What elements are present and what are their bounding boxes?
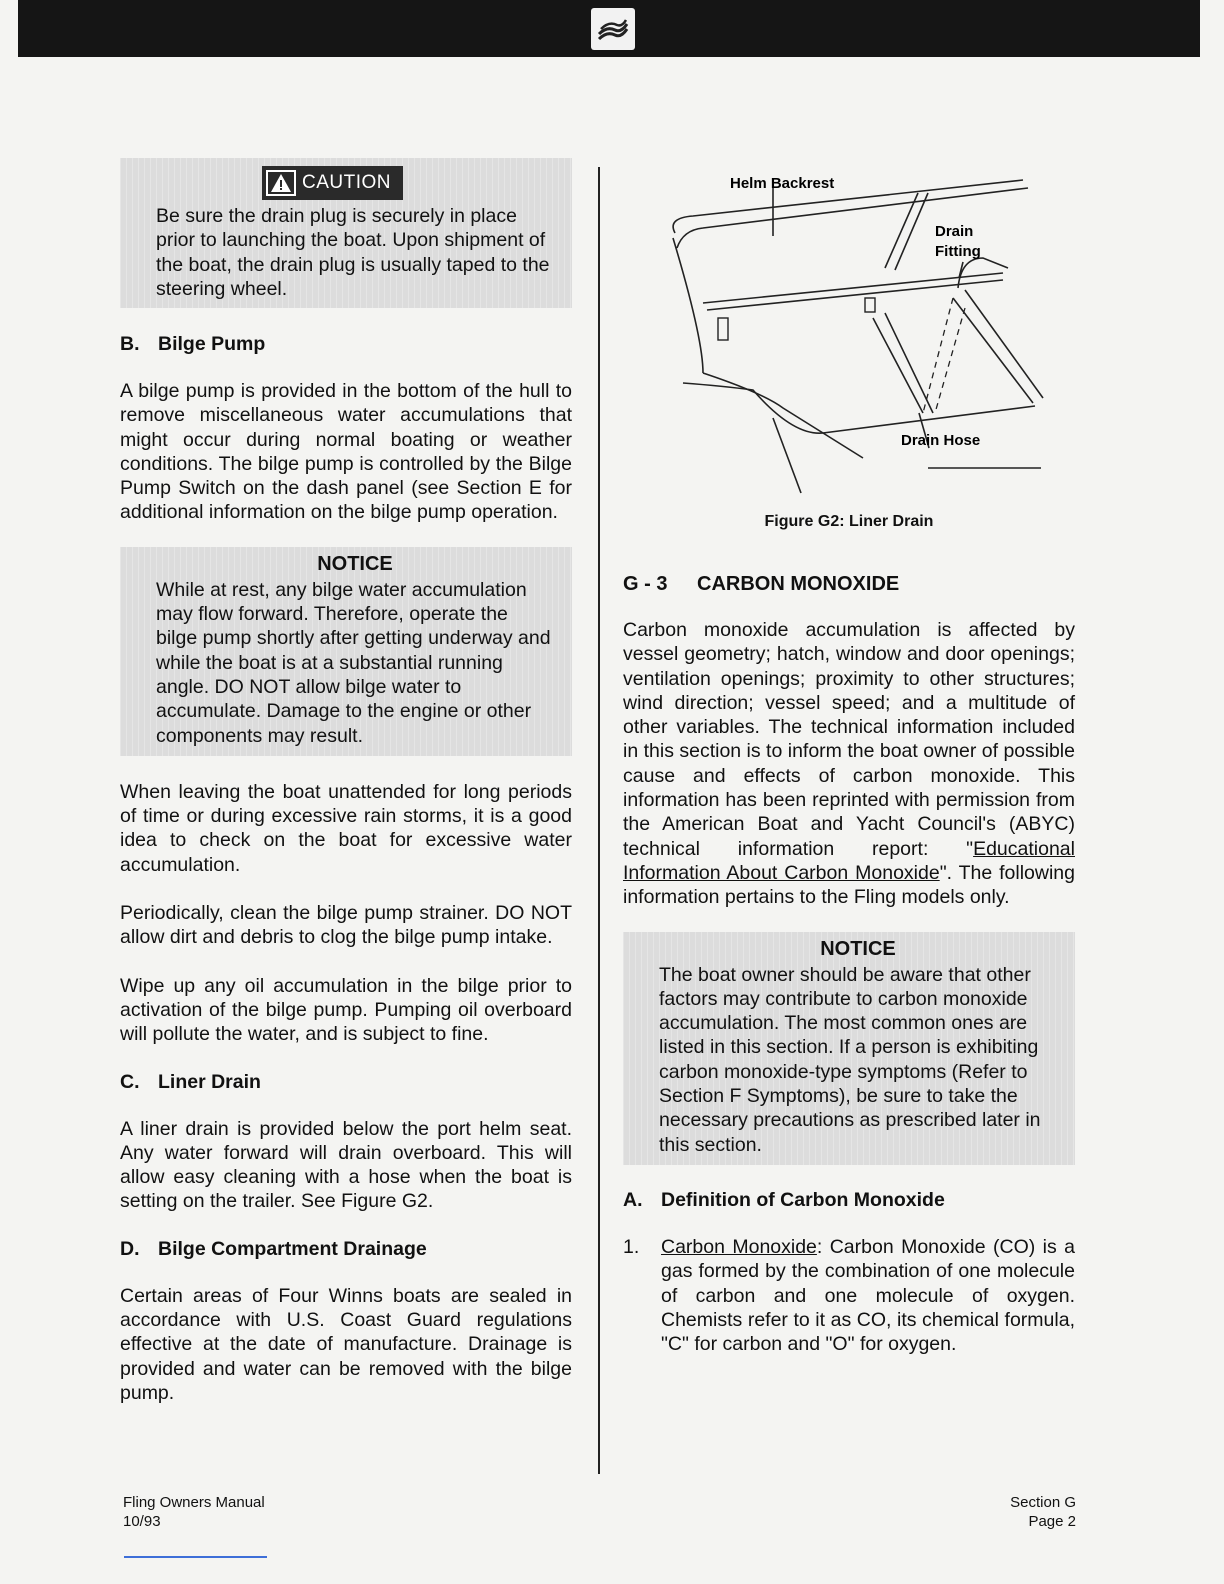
term-carbon-monoxide: Carbon Monoxide xyxy=(661,1235,817,1258)
notice-text: The boat owner should be aware that other factors may contribute to carbon monoxide accumulation. The most common ones are listed in this section. If a person is exhibiting carbon monoxide-type symptoms (Refer to Section F Symptoms), be sure to take the necessary precautions as prescribed later in this section. xyxy=(659,963,1041,1156)
bottom-rule xyxy=(124,1556,267,1558)
figure-caption: Figure G2: Liner Drain xyxy=(764,513,934,530)
bilge-pump-heading: B. Bilge Pump xyxy=(120,333,266,355)
definition-text: Carbon Monoxide: Carbon Monoxide (CO) is a gas formed by the combination of one molecule of carbon and one molecule of oxygen. Chemists refer to it as CO, its chemical formula, "C" for carbon and "O" for oxygen. xyxy=(661,1235,1075,1356)
liner-drain-diagram xyxy=(623,158,1075,503)
bilge-compartment-text: Certain areas of Four Winns boats are sealed in accordance with U.S. Coast Guard regulations effective at the date of manufacture. Drainage is provided and water can be removed with the bilge pump. xyxy=(120,1284,572,1404)
notice-title: NOTICE xyxy=(820,937,896,960)
bilge-pump-text: A bilge pump is provided in the bottom of the hull to remove miscellaneous water accumulations that might occur during normal boating or weather conditions. The bilge pump is controlled by the Bilge Pump Switch on the dash panel (see Section E for additional information on the bilge pump operation. xyxy=(120,380,572,524)
footer-section: Section G xyxy=(1010,1494,1076,1511)
label-drain-hose: Drain Hose xyxy=(901,432,981,449)
left-column xyxy=(120,158,572,1405)
liner-drain-heading: C. Liner Drain xyxy=(120,1070,261,1093)
footer-right xyxy=(1010,1493,1076,1531)
label-helm-backrest: Helm Backrest xyxy=(730,175,835,192)
abyc-report-title: Educational Information About Carbon Monoxide xyxy=(623,837,1075,884)
warning-triangle-icon xyxy=(266,170,296,196)
carbon-monoxide-text: Carbon monoxide accumulation is affected by vessel geometry; hatch, window and door openings; ventilation openings; proximity to other structures; wind direction; vessel speed; and a multitude of other variables. The technical information included in this section is to inform the boat owner of possible cause and effects of carbon monoxide. This information has been reprinted with permission from the American Boat and Yacht Council's (ABYC) technical information report: "Educational Information About Carbon Monoxide". The following information pertains to the Fling models only. xyxy=(623,619,1075,909)
strainer-paragraph: Periodically, clean the bilge pump strainer. DO NOT allow dirt and debris to clog the bilge pump intake. xyxy=(120,902,572,949)
unattended-paragraph: When leaving the boat unattended for long periods of time or during excessive rain storms, it is a good idea to check on the boat for excessive water accumulation. xyxy=(120,780,572,876)
notice-text: While at rest, any bilge water accumulation may flow forward. Therefore, operate the bilge pump shortly after getting underway and while the boat is at a substantial running angle. DO NOT allow bilge water to accumulate. Damage to the engine or other components may result. xyxy=(156,578,551,747)
label-drain-fitting-1: Drain xyxy=(935,223,974,240)
liner-drain-text: A liner drain is provided below the port helm seat. Any water forward will drain overboard. This will allow easy cleaning with a hose when the boat is setting on the trailer. See Figure G2. xyxy=(120,1117,572,1213)
notice-box-co xyxy=(623,932,1075,1165)
bilge-compartment-heading: D. Bilge Compartment Drainage xyxy=(120,1237,427,1260)
caution-text: Be sure the drain plug is securely in place prior to launching the boat. Upon shipment of the boat, the drain plug is usually taped to the steering wheel. xyxy=(156,205,550,300)
header-bar xyxy=(18,0,1200,57)
footer-left xyxy=(123,1493,265,1531)
column-divider xyxy=(598,167,600,1474)
caution-label-text: CAUTION xyxy=(302,172,391,193)
caution-label xyxy=(262,166,403,200)
carbon-monoxide-title: G - 3 CARBON MONOXIDE xyxy=(623,573,900,595)
figure-liner-drain xyxy=(623,158,1075,548)
notice-box-bilge xyxy=(120,547,572,756)
list-item xyxy=(623,1235,1075,1356)
footer-date: 10/93 xyxy=(123,1513,161,1530)
brand-logo-icon xyxy=(591,8,635,50)
footer-manual: Fling Owners Manual xyxy=(123,1494,265,1511)
list-number: 1. xyxy=(623,1235,640,1258)
label-drain-fitting-2: Fitting xyxy=(935,243,981,260)
right-column xyxy=(623,158,1075,1356)
notice-title: NOTICE xyxy=(317,552,393,575)
definition-heading: A. Definition of Carbon Monoxide xyxy=(623,1188,945,1211)
footer-page: Page 2 xyxy=(1028,1513,1076,1530)
caution-box xyxy=(120,158,572,308)
oil-paragraph: Wipe up any oil accumulation in the bilge prior to activation of the bilge pump. Pumping oil overboard will pollute the water, and is subject to fine. xyxy=(120,974,572,1046)
